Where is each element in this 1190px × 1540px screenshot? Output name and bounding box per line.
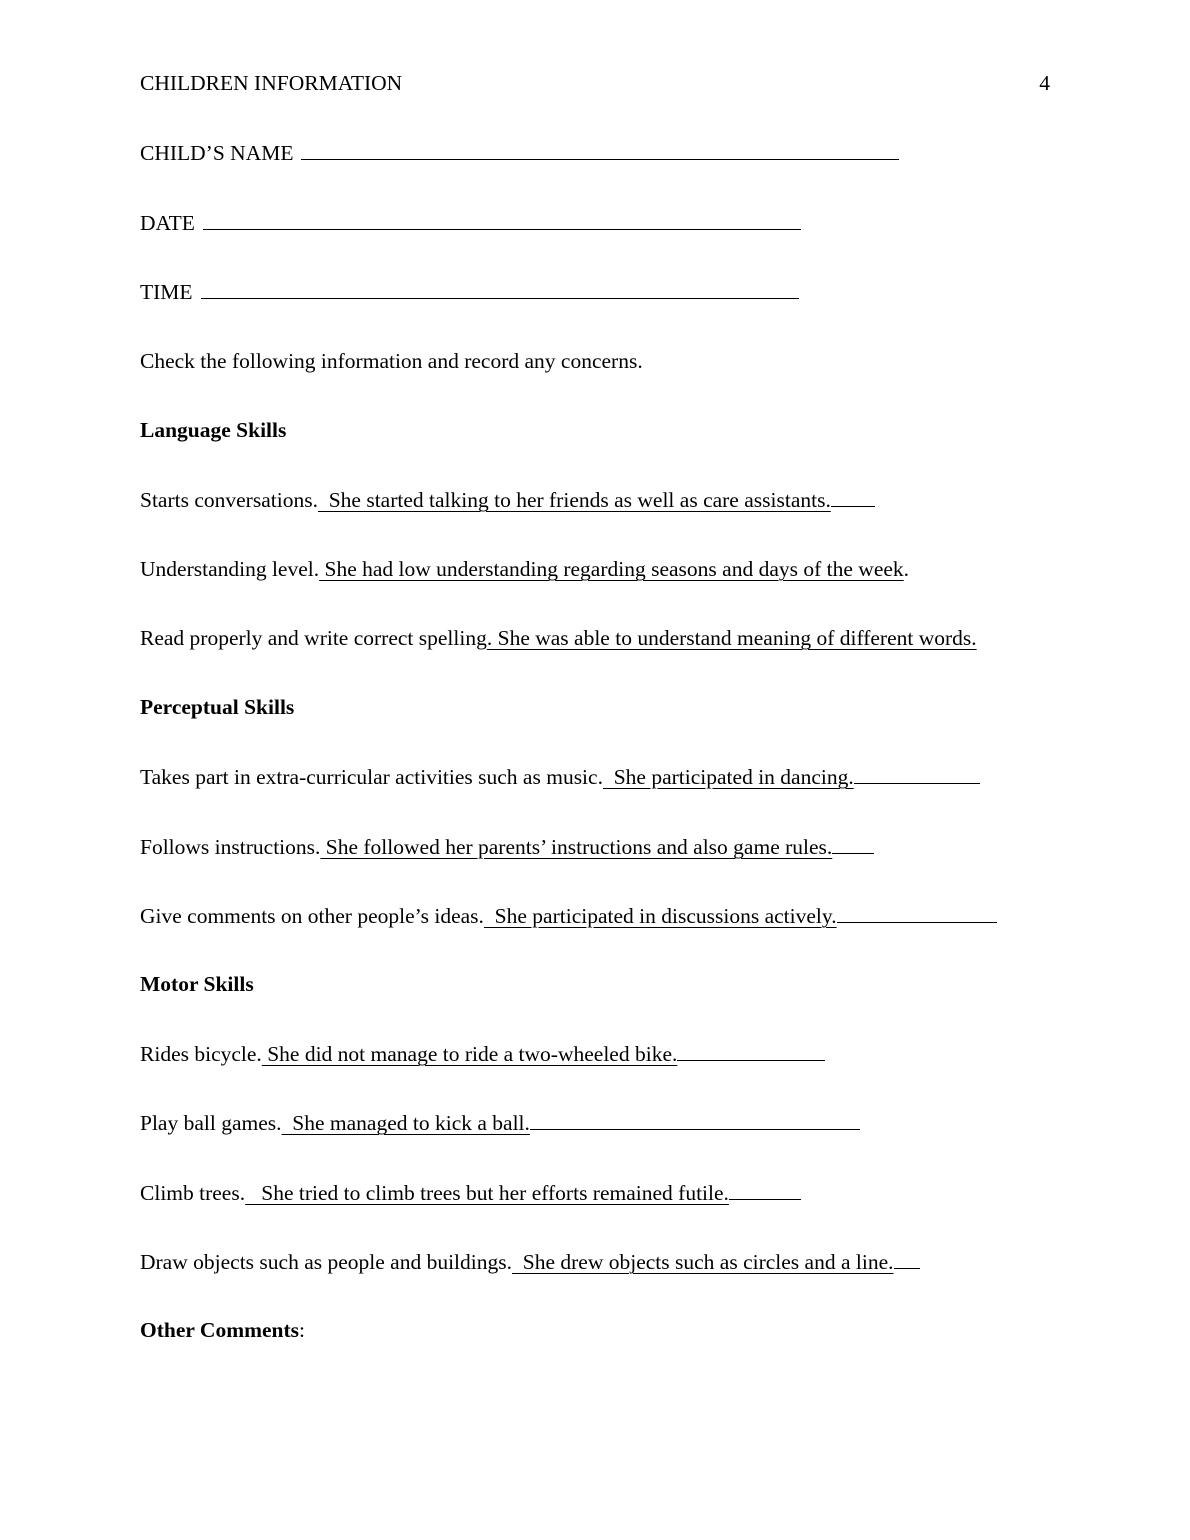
perceptual-item-instructions xyxy=(140,833,874,860)
item-prompt: Follows instructions. xyxy=(140,835,321,859)
item-answer: She did not manage to ride a two-wheeled bike. xyxy=(261,1042,678,1066)
item-prompt: Climb trees. xyxy=(140,1181,246,1205)
time-row xyxy=(140,279,799,305)
item-answer: She participated in discussions actively. xyxy=(483,904,837,928)
time-field[interactable] xyxy=(201,280,799,299)
item-answer: She had low understanding regarding seasons and days of the week xyxy=(319,557,904,581)
item-answer: She participated in dancing. xyxy=(602,765,854,789)
motor-item-bicycle xyxy=(140,1040,825,1067)
item-prompt: Takes part in extra-curricular activities such as music. xyxy=(140,765,603,789)
child-name-field[interactable] xyxy=(301,141,899,160)
perceptual-item-activities xyxy=(140,763,980,790)
item-suffix: . xyxy=(903,557,910,581)
item-answer: She followed her parents’ instructions and also game rules. xyxy=(320,835,833,859)
instructions: Check the following information and record any concerns. xyxy=(140,349,643,373)
item-prompt: Give comments on other people’s ideas. xyxy=(140,904,484,928)
item-prompt: Draw objects such as people and buildings. xyxy=(140,1250,512,1274)
answer-underline xyxy=(894,1248,920,1269)
child-name-row xyxy=(140,140,899,166)
answer-underline xyxy=(832,833,874,854)
time-label: TIME xyxy=(140,280,193,304)
item-prompt: Rides bicycle. xyxy=(140,1042,262,1066)
answer-underline xyxy=(854,763,980,784)
perceptual-item-comments xyxy=(140,902,997,929)
item-answer: She started talking to her friends as well as care assistants. xyxy=(317,488,831,512)
language-item-reading xyxy=(140,625,977,651)
date-label: DATE xyxy=(140,211,195,235)
item-prompt: Understanding level. xyxy=(140,557,320,581)
answer-underline xyxy=(831,486,875,507)
answer-underline xyxy=(729,1179,801,1200)
child-name-label: CHILD’S NAME xyxy=(140,141,294,165)
running-header xyxy=(140,70,402,96)
date-row xyxy=(140,210,801,236)
section-heading-language: Language Skills xyxy=(140,418,287,442)
item-answer: She tried to climb trees but her efforts remained futile. xyxy=(245,1181,729,1205)
item-prompt: Read properly and write correct spelling xyxy=(140,626,487,650)
answer-underline xyxy=(837,902,997,923)
item-prompt: Play ball games. xyxy=(140,1111,282,1135)
language-item-conversations xyxy=(140,486,875,513)
item-answer: She managed to kick a ball. xyxy=(281,1111,530,1135)
section-heading-perceptual: Perceptual Skills xyxy=(140,695,295,719)
answer-underline xyxy=(530,1109,860,1130)
page-number: 4 xyxy=(1039,71,1050,95)
item-prompt: Starts conversations. xyxy=(140,488,318,512)
section-heading-motor: Motor Skills xyxy=(140,972,254,996)
motor-item-ball-games xyxy=(140,1109,860,1136)
date-field[interactable] xyxy=(203,211,801,230)
running-title: CHILDREN INFORMATION xyxy=(140,71,403,95)
answer-underline xyxy=(677,1040,825,1061)
item-answer: She drew objects such as circles and a line. xyxy=(512,1250,894,1274)
item-answer: . She was able to understand meaning of different words. xyxy=(486,626,977,650)
motor-item-climb-trees xyxy=(140,1179,801,1206)
section-heading-other: Other Comments: xyxy=(140,1318,306,1342)
motor-item-draw xyxy=(140,1248,920,1275)
language-item-understanding xyxy=(140,556,909,582)
